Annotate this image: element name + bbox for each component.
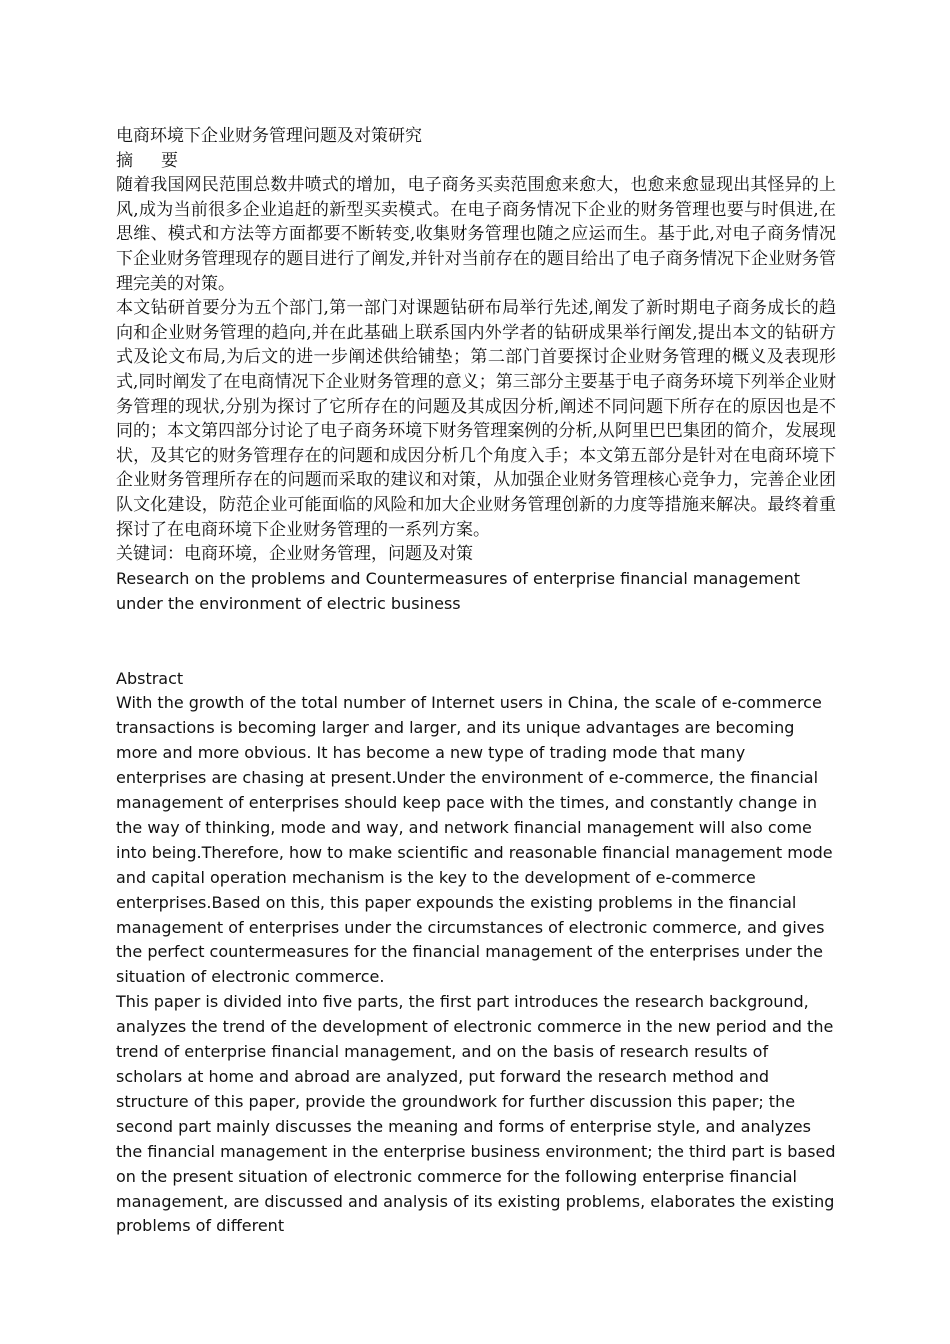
cn-paragraph-2: 本文钻研首要分为五个部门,第一部门对课题钻研布局举行先述,阐发了新时期电子商务成长的趋向和企业财务管理的趋向,并在此基础上联系国内外学者的钻研成果举行阐发,提出本文的钻研方式及论文布局,为后文的进一步阐述供给铺垫；第二部门首要探讨企业财务管理的概义及表现形式,同时阐发了在电商情况下企业财务管理的意义；第三部分主要基于电子商务环境下列举企业财务管理的现状,分别为探讨了它所存在的问题及其成因分析,阐述不同问题下所存在的原因也是不同的；本文第四部分讨论了电子商务环境下财务管理案例的分析,从阿里巴巴集团的简介，发展现状，及其它的财务管理存在的问题和成因分析几个角度入手；本文第五部分是针对在电商环境下企业财务管理所存在的问题而采取的建议和对策，从加强企业财务管理核心竞争力，完善企业团队文化建设，防范企业可能面临的风险和加大企业财务管理创新的力度等措施来解决。最终着重探讨了在电商环境下企业财务管理的一系列方案。 — [116, 298, 836, 540]
blank-space — [116, 617, 836, 667]
cn-paragraph-1: 随着我国网民范围总数井喷式的增加，电子商务买卖范围愈来愈大，也愈来愈显现出其怪异的上风,成为当前很多企业追赶的新型买卖模式。在电子商务情况下企业的财务管理也要与时俱进,在思维、模式和方法等方面都要不断转变,收集财务管理也随之应运而生。基于此,对电子商务情况下企业财务管理现存的题目进行了阐发,并针对当前存在的题目给出了电子商务情况下企业财务管理完美的对策。 — [116, 175, 836, 294]
en-abstract-heading: Abstract — [116, 668, 184, 688]
cn-keywords: 关键词：电商环境，企业财务管理，问题及对策 — [116, 544, 473, 565]
en-paragraph-1: With the growth of the total number of Internet users in China, the scale of e-commerce transactions is becoming larger and larger, and its unique advantages are becoming more and more obvious. It has become a new type of trading mode that many enterprises are chasing at present.Under the environment of e-commerce, the financial management of enterprises should keep pace with the times, and constantly change in the way of thinking, mode and way, and network financial management will also come into being.Therefore, how to make scientific and reasonable financial management mode and capital operation mechanism is the key to the development of e-commerce enterprises.Based on this, this paper expounds the existing problems in the financial management of enterprises under the circumstances of electronic commerce, and gives the perfect countermeasures for the financial management of the enterprises under the situation of electronic commerce. — [116, 693, 833, 987]
en-title: Research on the problems and Countermeasures of enterprise financial management under the environment of electric business — [116, 568, 801, 613]
document-body — [116, 124, 836, 1239]
en-paragraph-2: This paper is divided into five parts, the first part introduces the research background, analyzes the trend of the development of electronic commerce in the new period and the trend of enterprise financial management, and on the basis of research results of scholars at home and abroad are analyzed, put forward the research method and structure of this paper, provide the groundwork for further discussion this paper; the second part mainly discusses the meaning and forms of enterprise style, and analyzes the financial management in the enterprise business environment; the third part is based on the present situation of electronic commerce for the following enterprise financial management, are discussed and analysis of its existing problems, elaborates the existing problems of different — [116, 992, 836, 1236]
cn-title: 电商环境下企业财务管理问题及对策研究 — [116, 126, 422, 146]
cn-abstract-heading: 摘要 — [116, 150, 206, 171]
